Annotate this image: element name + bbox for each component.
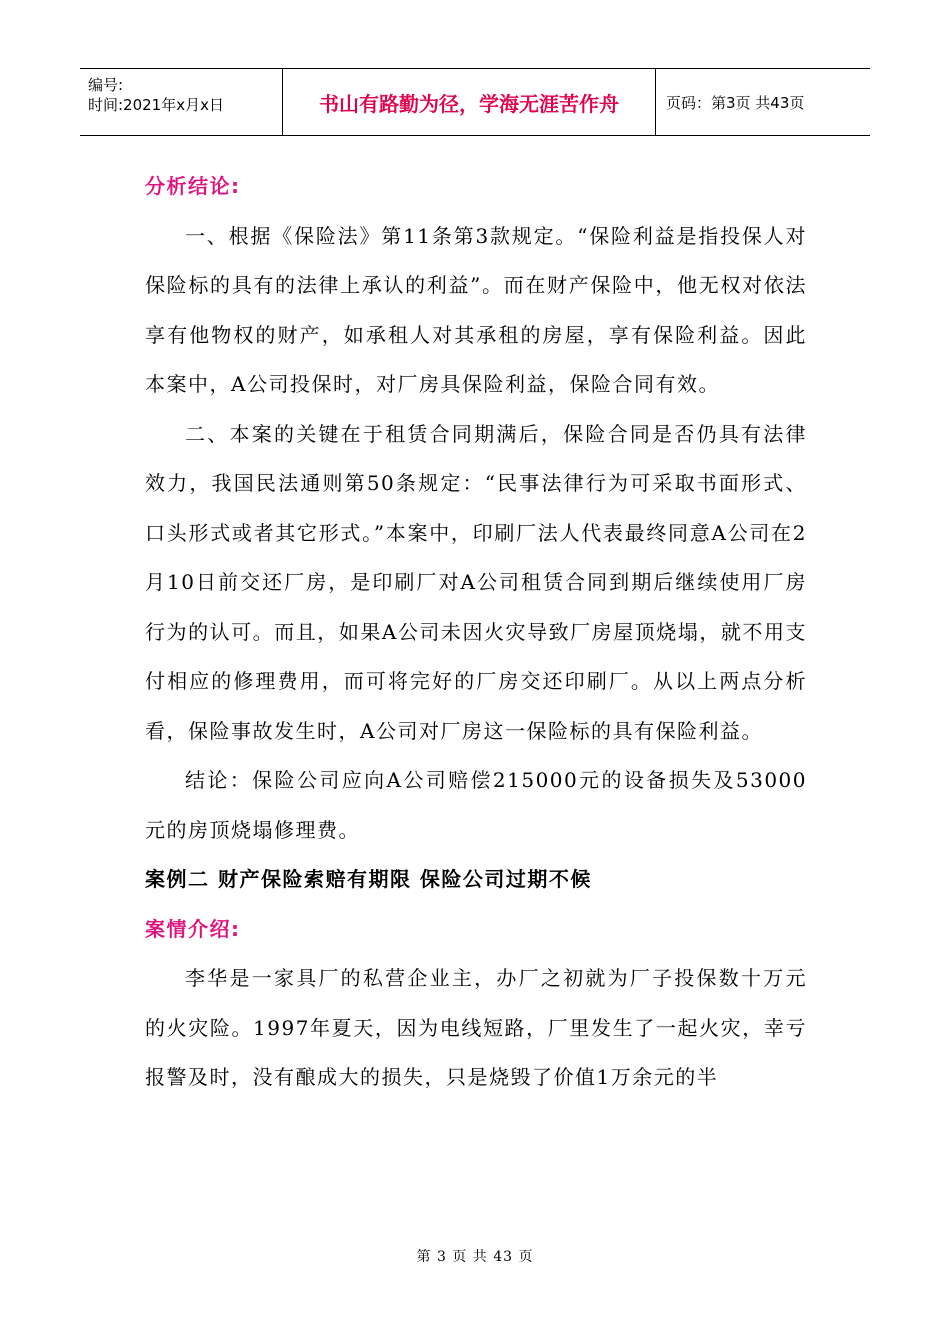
case-intro-heading: 案情介绍: bbox=[145, 916, 241, 941]
header-meta bbox=[80, 69, 282, 135]
paragraph-2: 二、本案的关键在于租赁合同期满后，保险合同是否仍具有法律效力，我国民法通则第50条规定：“民事法律行为可采取书面形式、口头形式或者其它形式。”本案中，印刷厂法人代表最终同意A公司在2月10日前交还厂房，是印刷厂对A公司租赁合同到期后继续使用厂房行为的认可。而且，如果A公司未因火灾导致厂房屋顶烧塌，就不用支付相应的修理费用，而可将完好的厂房交还印刷厂。从以上两点分析看，保险事故发生时，A公司对厂房这一保险标的具有保险利益。 bbox=[145, 421, 807, 743]
paragraph-case-intro: 李华是一家具厂的私营企业主，办厂之初就为厂子投保数十万元的火灾险。1997年夏天，因为电线短路，厂里发生了一起火灾，幸亏报警及时，没有酿成大的损失，只是烧毁了价值1万余元的半 bbox=[145, 966, 807, 1089]
analysis-heading: 分析结论: bbox=[145, 174, 241, 198]
document-number-label: 编号: bbox=[88, 76, 124, 94]
case-2-title: 案例二 财产保险索赔有期限 保险公司过期不候 bbox=[145, 867, 592, 891]
header-motto: 书山有路勤为径，学海无涯苦作舟 bbox=[282, 69, 656, 135]
header-page-info: 页码：第3页 共43页 bbox=[666, 93, 805, 112]
document-time-label: 时间:2021年x月x日 bbox=[88, 96, 224, 114]
document-body bbox=[145, 162, 807, 1103]
paragraph-conclusion: 结论：保险公司应向A公司赔偿215000元的设备损失及53000元的房顶烧塌修理费。 bbox=[145, 768, 807, 842]
page-header bbox=[80, 68, 870, 136]
paragraph-1: 一、根据《保险法》第11条第3款规定。“保险利益是指投保人对保险标的具有的法律上承认的利益”。而在财产保险中，他无权对依法享有他物权的财产，如承租人对其承租的房屋，享有保险利益。因此本案中，A公司投保时，对厂房具保险利益，保险合同有效。 bbox=[145, 223, 807, 396]
page-footer: 第 3 页 共 43 页 bbox=[416, 1249, 534, 1265]
